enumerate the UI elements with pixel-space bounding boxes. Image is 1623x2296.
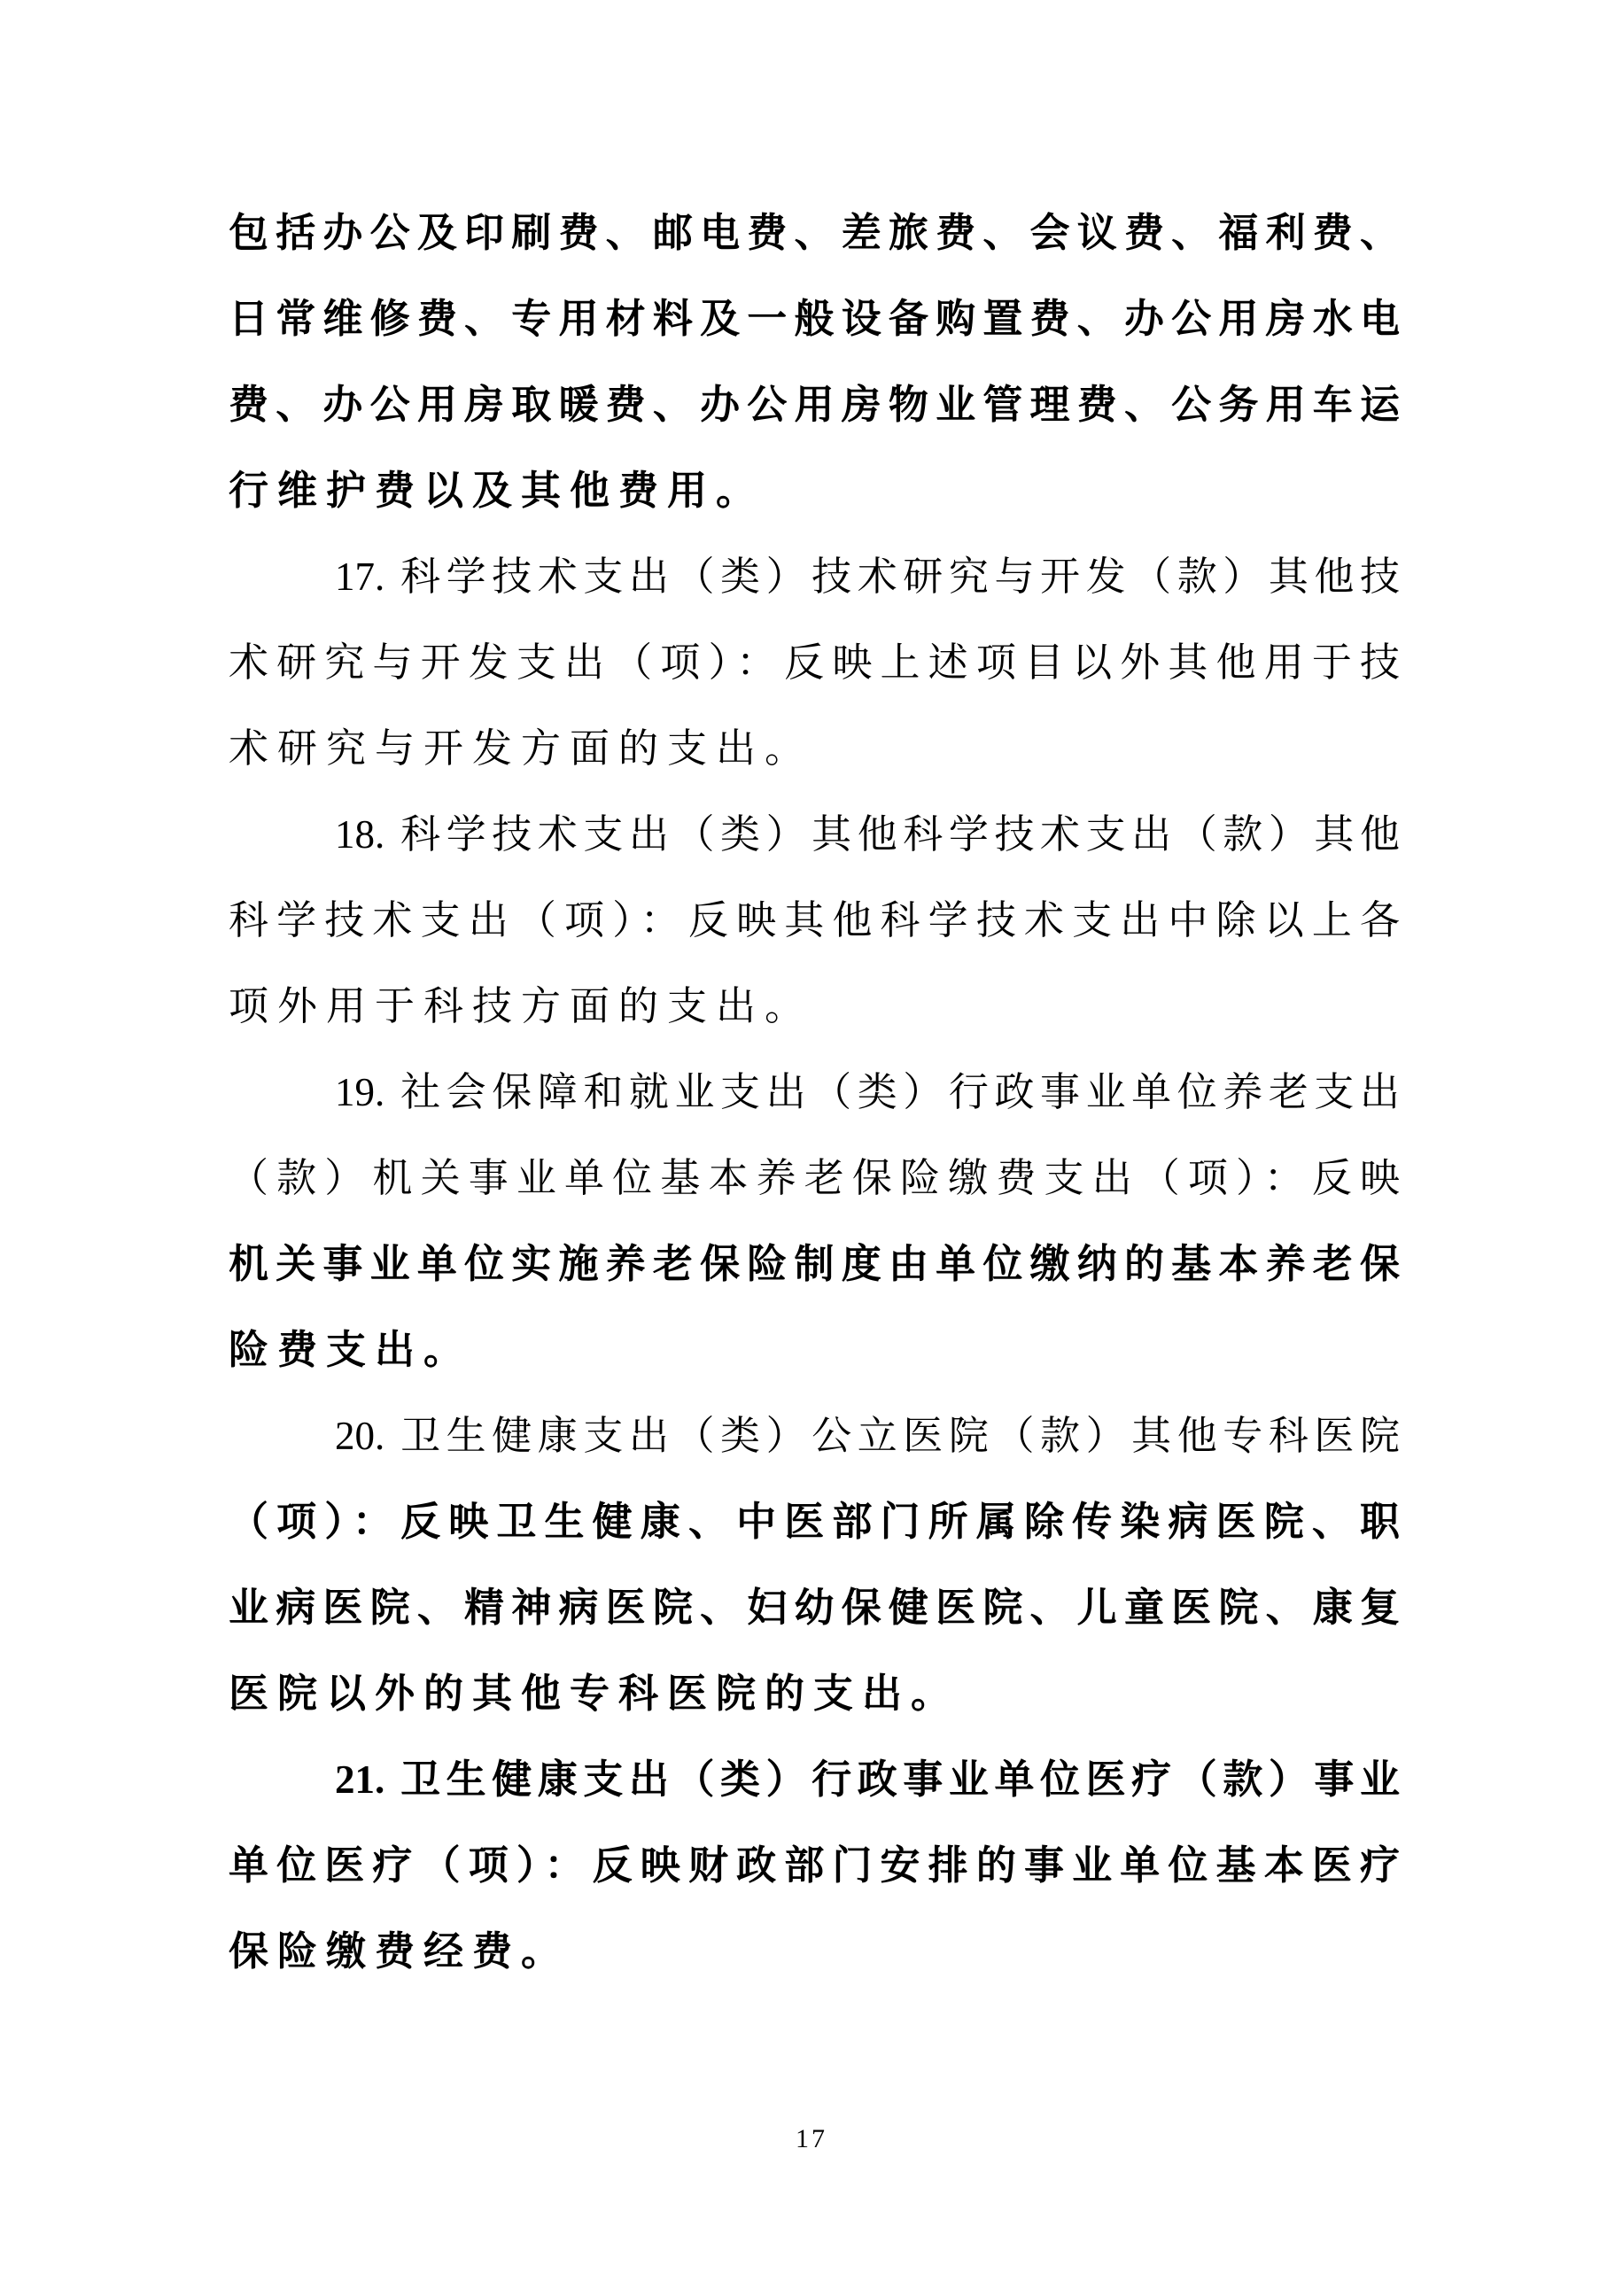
- text-line: 20. 卫生健康支出（类）公立医院（款）其他专科医院: [335, 1414, 1400, 1458]
- text-line: 业病医院、精神病医院、妇幼保健医院、儿童医院、康复: [229, 1586, 1400, 1630]
- text-line: 日常维修费、专用材料及一般设备购置费、办公用房水电: [229, 297, 1400, 341]
- text-line: 医院以外的其他专科医院的支出。: [229, 1672, 960, 1716]
- text-line: 单位医疗（项）：反映财政部门安排的事业单位基本医疗: [229, 1843, 1400, 1888]
- text-line: 术研究与开发方面的支出。: [229, 726, 814, 771]
- text-line: 费、办公用房取暖费、办公用房物业管理费、公务用车运: [229, 383, 1400, 427]
- text-line: （款）机关事业单位基本养老保险缴费支出（项）：反映: [229, 1156, 1400, 1200]
- text-line: （项）：反映卫生健康、中医部门所属除传染病医院、职: [229, 1500, 1400, 1544]
- text-line: 包括办公及印刷费、邮电费、差旅费、会议费、福利费、: [229, 211, 1400, 255]
- text-line: 科学技术支出（项）：反映其他科学技术支出中除以上各: [229, 898, 1400, 942]
- text-line: 保险缴费经费。: [229, 1929, 571, 1974]
- text-line: 项外用于科技方面的支出。: [229, 984, 814, 1028]
- text-line: 险费支出。: [229, 1328, 473, 1372]
- text-line: 17. 科学技术支出（类）技术研究与开发（款）其他技: [335, 555, 1400, 599]
- text-line: 18. 科学技术支出（类）其他科学技术支出（款）其他: [335, 812, 1400, 857]
- text-line: 19. 社会保障和就业支出（类）行政事业单位养老支出: [335, 1070, 1400, 1114]
- text-line: 行维护费以及其他费用。: [229, 469, 765, 513]
- page-number: 17: [796, 2124, 827, 2153]
- text-line: 术研究与开发支出（项）：反映上述项目以外其他用于技: [229, 640, 1400, 685]
- document-body: [229, 190, 1400, 1995]
- text-line: 21. 卫生健康支出（类）行政事业单位医疗（款）事业: [335, 1757, 1400, 1802]
- text-line: 机关事业单位实施养老保险制度由单位缴纳的基本养老保: [229, 1242, 1400, 1286]
